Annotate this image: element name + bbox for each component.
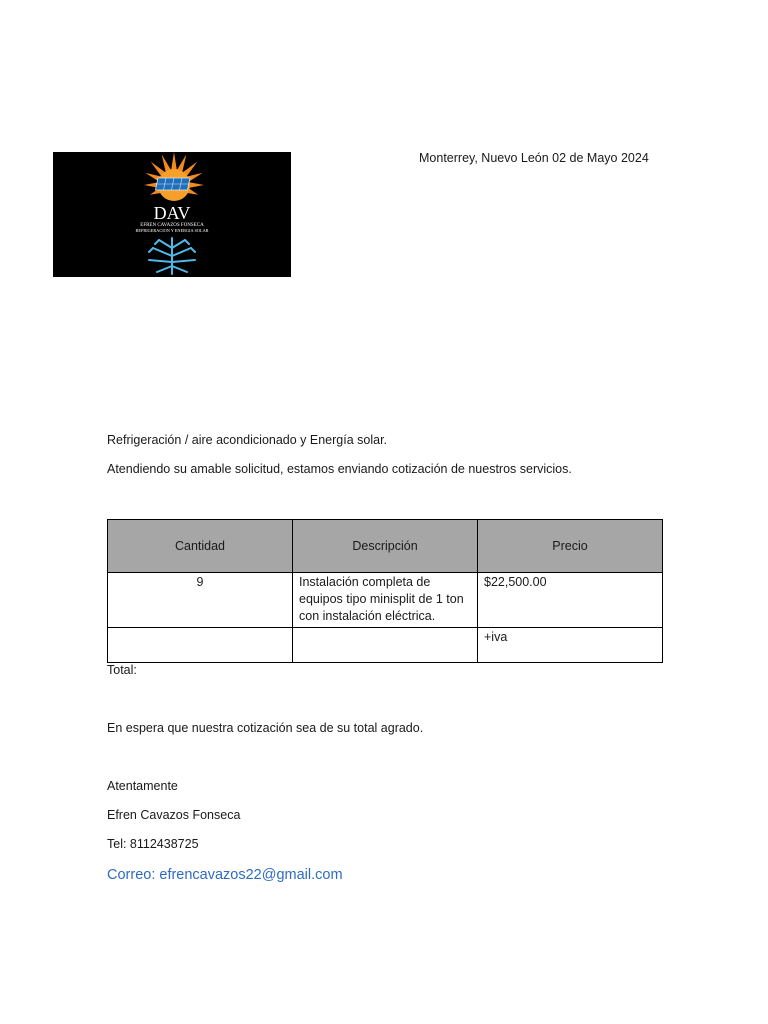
sun-icon <box>144 152 204 201</box>
cell-price: $22,500.00 <box>478 573 663 628</box>
snowflake-icon <box>149 238 195 274</box>
cell-quantity <box>108 628 293 663</box>
logo-subtitle-name: EFREN CAVAZOS FONSECA <box>140 223 204 228</box>
column-header-price: Precio <box>478 520 663 573</box>
cell-description: Instalación completa de equipos tipo minisplit de 1 ton con instalación eléctrica. <box>293 573 478 628</box>
logo-title: DAV <box>153 203 191 223</box>
total-label: Total: <box>107 663 137 677</box>
table-row <box>108 573 663 628</box>
column-header-description: Descripción <box>293 520 478 573</box>
signer-name: Efren Cavazos Fonseca <box>107 808 241 822</box>
phone-line: Tel: 8112438725 <box>107 837 199 851</box>
email-line[interactable]: Correo: efrencavazos22@gmail.com <box>107 867 343 883</box>
cell-description <box>293 628 478 663</box>
regards-line: Atentamente <box>107 779 178 793</box>
date-line: Monterrey, Nuevo León 02 de Mayo 2024 <box>419 151 649 165</box>
cell-price: +iva <box>478 628 663 663</box>
logo-subtitle-service: REFRIGERACION Y ENERGIA SOLAR <box>135 228 209 233</box>
column-header-quantity: Cantidad <box>108 520 293 573</box>
table-row <box>108 628 663 663</box>
subject-line: Refrigeración / aire acondicionado y Energía solar. <box>107 433 388 447</box>
cell-quantity: 9 <box>108 573 293 628</box>
closing-line: En espera que nuestra cotización sea de su total agrado. <box>107 721 424 735</box>
company-logo <box>53 152 291 277</box>
quote-table <box>107 519 663 663</box>
intro-paragraph: Atendiendo su amable solicitud, estamos enviando cotización de nuestros servicios. <box>107 462 572 476</box>
table-header-row <box>108 520 663 573</box>
